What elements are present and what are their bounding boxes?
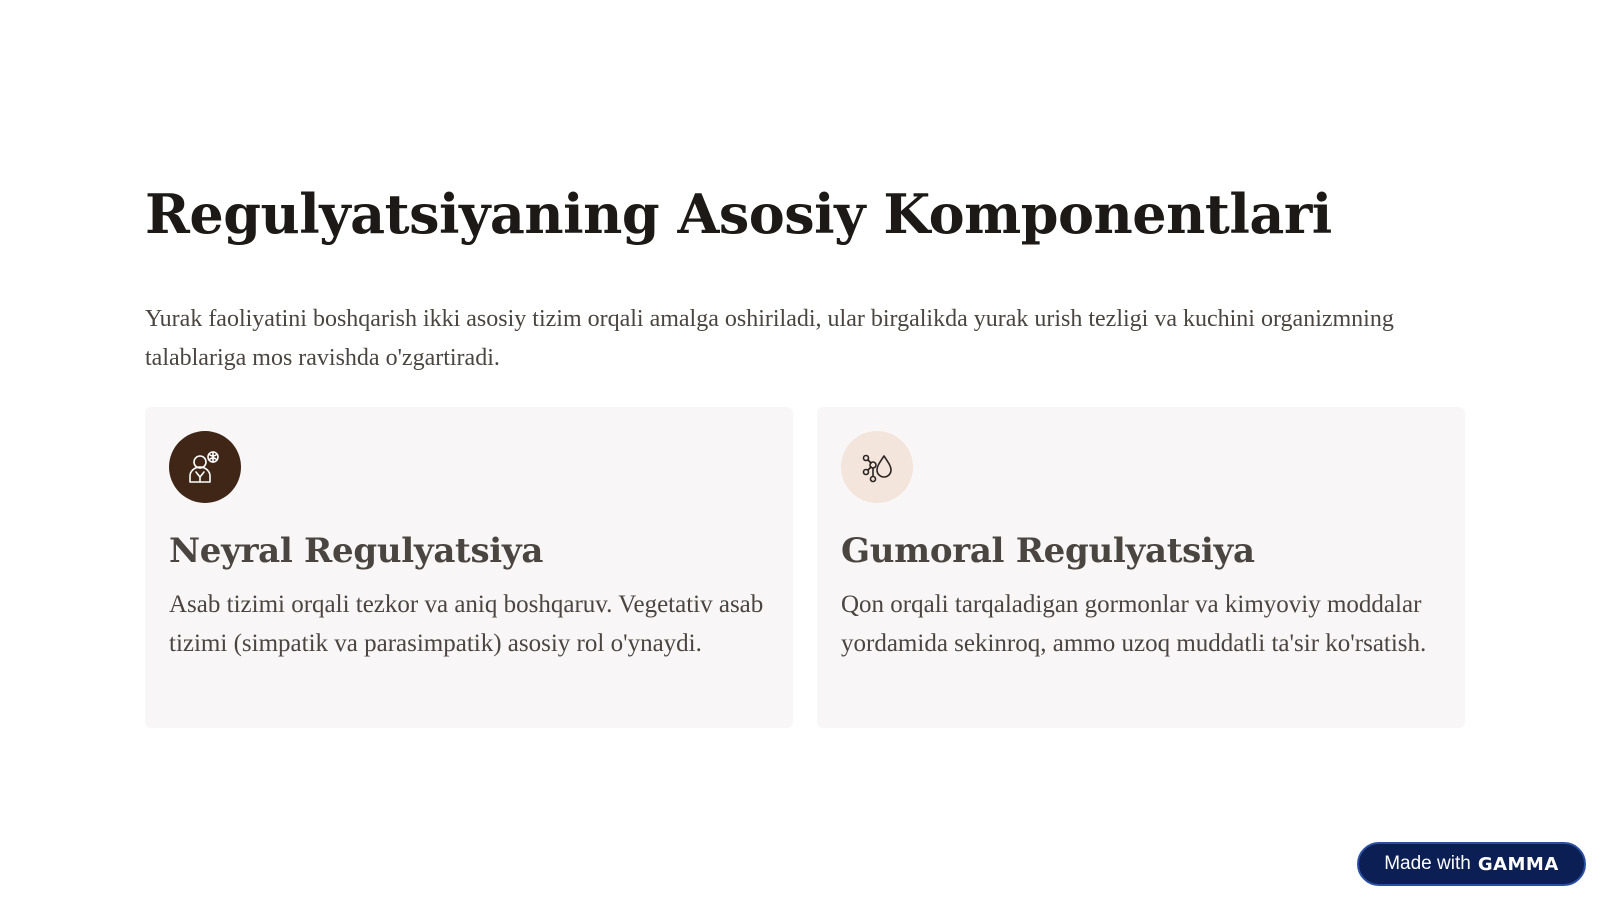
gamma-logo: GAMMA	[1477, 853, 1559, 875]
card-gumoral-regulyatsiya	[817, 407, 1465, 728]
card-title: Neyral Regulyatsiya	[169, 531, 544, 571]
card-description: Qon orqali tarqaladigan gormonlar va kimyoviy moddalar yordamida sekinroq, ammo uzoq muddatli ta'sir ko'rsatish.	[841, 591, 1427, 657]
badge-made-with-label: Made with	[1384, 853, 1471, 874]
card-title: Gumoral Regulyatsiya	[841, 531, 1255, 571]
card-description: Asab tizimi orqali tezkor va aniq boshqaruv. Vegetativ asab tizimi (simpatik va parasimpatik) asosiy rol o'ynaydi.	[169, 591, 764, 657]
molecule-drop-icon	[841, 431, 913, 503]
page-title: Regulyatsiyaning Asosiy Komponentlari	[145, 182, 1332, 246]
doctor-brain-icon	[169, 431, 241, 503]
intro-paragraph: Yurak faoliyatini boshqarish ikki asosiy tizim orqali amalga oshiriladi, ular birgalikda yurak urish tezligi va kuchini organizmning talablariga mos ravishda o'zgartiradi.	[145, 306, 1394, 371]
made-with-gamma-badge[interactable]	[1357, 842, 1586, 886]
card-neyral-regulyatsiya	[145, 407, 793, 728]
